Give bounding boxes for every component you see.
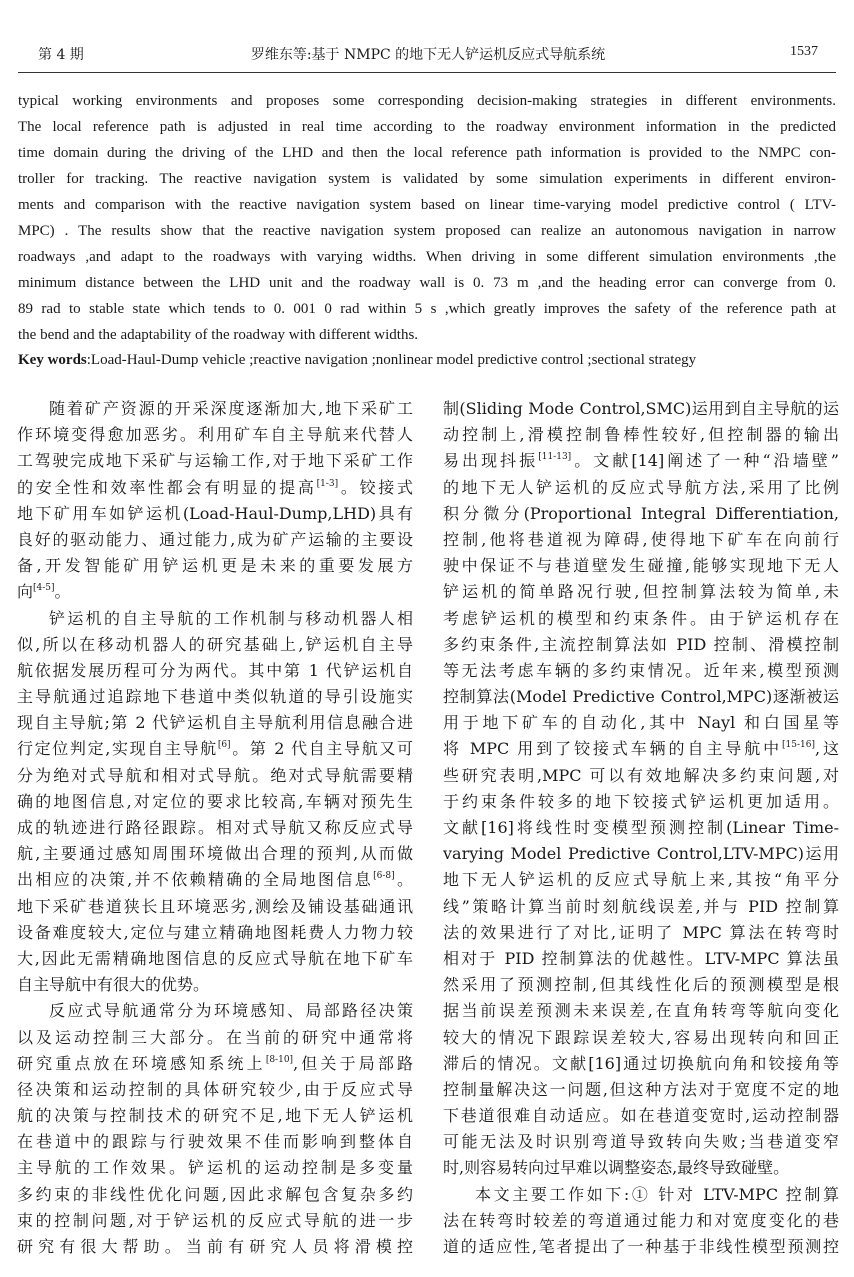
text-segment: 航的决策与控制技术的研究不足,地下无人铲运机 — [17, 1106, 413, 1126]
text-segment: 较大的情况下跟踪误差较大,容易出现转向和回正 — [443, 1027, 839, 1047]
text-segment: 研究有很大帮助。当前有研究人员将滑模控 — [17, 1237, 413, 1256]
keywords-label: Key words — [18, 352, 87, 368]
body-text-line — [17, 894, 413, 920]
body-text-line — [443, 606, 839, 632]
text-segment: 反应式导航通常分为环境感知、局部路径决策 — [49, 1001, 413, 1021]
text-segment: 似,所以在移动机器人的研究基础上,铲运机自主导 — [17, 634, 413, 654]
citation-reference[interactable]: [11-13] — [538, 452, 572, 463]
text-segment: 束的控制问题,对于铲运机的反应式导航的进一步 — [17, 1210, 413, 1230]
text-segment: 些研究表明,MPC 可以有效地解决多约束问题,对 — [443, 765, 839, 785]
body-text-line — [17, 710, 413, 736]
body-text-line — [17, 841, 413, 867]
body-text-line — [17, 815, 413, 841]
citation-reference[interactable]: [6] — [217, 740, 231, 751]
body-text-line — [17, 1077, 413, 1103]
body-text-line — [443, 841, 839, 867]
text-segment: 相对于 PID 控制算法的优越性。LTV-MPC 算法虽 — [443, 948, 839, 968]
body-text-line — [443, 1077, 839, 1103]
body-text-line — [17, 867, 413, 893]
text-segment: 行定位判定,实现自主导航 — [17, 739, 218, 759]
body-text-line — [443, 448, 839, 474]
body-text-line — [443, 736, 839, 762]
text-segment: 控制量解决这一问题,但这种方法对于宽度不定的地 — [443, 1079, 839, 1099]
text-segment: 航,主要通过感知周围环境做出合理的预判,从而做 — [17, 844, 413, 864]
body-text-line — [443, 684, 839, 710]
text-segment: 用于地下矿车的自动化,其中 Nayl 和白国星等 — [443, 713, 839, 733]
text-segment: 等无法考虑车辆的多约束情况。近年来,模型预测 — [443, 660, 839, 680]
body-text-line — [17, 606, 413, 632]
body-text-line — [443, 632, 839, 658]
body-text-line — [443, 553, 839, 579]
body-text-line — [443, 1025, 839, 1051]
abstract-line: MPC) . The results show that the reactive navigation system proposed can realize an autonomous navigation in narrow — [18, 223, 836, 239]
body-text-line — [17, 972, 413, 998]
text-segment: 据当前误差预测未来误差,在直角转弯等航向变化 — [443, 1001, 839, 1021]
body-text-line — [443, 710, 839, 736]
citation-reference[interactable]: [8-10] — [265, 1054, 294, 1065]
body-text-line — [17, 920, 413, 946]
text-segment: 大,因此无需精确地图信息的反应式导航在地下矿车 — [17, 948, 413, 968]
body-text-line — [17, 1025, 413, 1051]
body-text-line — [17, 1208, 413, 1234]
text-segment: 控制,他将巷道视为障碍,使得地下矿车在向前行 — [443, 529, 839, 549]
text-segment: 文献[16]将线性时变模型预测控制(Linear Time- — [443, 818, 839, 837]
text-segment: 滞后的情况。文献[16]通过切换航向角和铰接角等 — [443, 1053, 839, 1073]
text-segment: varying Model Predictive Control,LTV-MPC)运用 — [443, 844, 839, 864]
text-segment: 多约束条件,主流控制算法如 PID 控制、滑模控制 — [443, 634, 839, 654]
body-text-line — [17, 553, 413, 579]
body-text-line — [443, 396, 839, 422]
body-text-line — [443, 658, 839, 684]
text-segment: 自主导航中有很大的优势。 — [17, 975, 210, 995]
text-segment: 向 — [17, 582, 34, 602]
body-text-line — [443, 867, 839, 893]
body-text-line — [443, 527, 839, 553]
body-text-line — [17, 422, 413, 448]
english-abstract — [18, 88, 836, 348]
text-segment: 现自主导航;第 2 代铲运机自主导航利用信息融合进 — [17, 713, 413, 733]
text-segment: 。第 2 代自主导航又可 — [230, 739, 413, 759]
running-title: 罗维东等:基于 NMPC 的地下无人铲运机反应式导航系统 — [250, 47, 606, 63]
text-segment: 主导航通过追踪地下巷道中类似轨道的导引设施实 — [17, 687, 413, 707]
body-text-line — [17, 632, 413, 658]
text-segment: 道的适应性,笔者提出了一种基于非线性模型预测控 — [443, 1237, 839, 1256]
body-text-line — [17, 501, 413, 527]
body-text-line — [443, 815, 839, 841]
body-text-line — [443, 894, 839, 920]
body-text-line — [443, 501, 839, 527]
body-text-line — [17, 1182, 413, 1208]
body-text-line — [17, 1103, 413, 1129]
body-text-line — [443, 789, 839, 815]
text-segment: 法的效果进行了对比,证明了 MPC 算法在转弯时 — [443, 922, 839, 942]
abstract-line: minimum distance between the LHD unit and the roadway wall is 0. 73 m ,and the heading error can converge from 0. — [18, 275, 836, 291]
body-text-line — [17, 1129, 413, 1155]
text-segment: 随着矿产资源的开采深度逐渐加大,地下采矿工 — [49, 399, 413, 418]
text-segment: 驶中保证不与巷道壁发生碰撞,能够实现地下无人 — [443, 556, 839, 576]
page-number: 1537 — [790, 44, 818, 59]
right-column — [443, 396, 839, 1260]
abstract-line: ments and comparison with the reactive navigation system based on linear time-varying model predictive control ( LTV- — [18, 197, 836, 213]
abstract-line: time domain during the driving of the LHD and then the local reference path information is provided to the NMPC con- — [18, 145, 836, 161]
body-text-line — [443, 1234, 839, 1260]
body-text-line — [17, 475, 413, 501]
body-text-line — [17, 763, 413, 789]
text-segment: 制(Sliding Mode Control,SMC)运用到自主导航的运 — [443, 399, 839, 418]
text-segment: 地下矿用车如铲运机(Load-Haul-Dump,LHD)具有 — [17, 503, 413, 523]
body-text-line — [17, 789, 413, 815]
citation-reference[interactable]: [1-3] — [316, 478, 339, 489]
running-header — [38, 40, 818, 66]
text-segment: 主导航的工作效果。铲运机的运动控制是多变量 — [17, 1158, 413, 1178]
text-segment: 然采用了预测控制,但其线性化后的预测模型是根 — [443, 975, 839, 995]
body-text-line — [443, 1129, 839, 1155]
keywords — [18, 347, 836, 373]
text-segment: 备,开发智能矿用铲运机更是未来的重要发展方 — [17, 556, 413, 576]
text-segment: ,但关于局部路 — [293, 1053, 413, 1073]
text-segment: 地下采矿巷道狭长且环境恶劣,测绘及铺设基础通讯 — [17, 896, 413, 916]
citation-reference[interactable]: [6-8] — [373, 871, 395, 882]
text-segment: 线”策略计算当前时刻航线误差,并与 PID 控制算 — [443, 896, 839, 916]
body-text-line — [443, 579, 839, 605]
text-segment: 本文主要工作如下:① 针对 LTV-MPC 控制算 — [475, 1184, 839, 1204]
body-text-line — [443, 422, 839, 448]
text-segment: 。 — [394, 870, 413, 890]
text-segment: 作环境变得愈加恶劣。利用矿车自主导航来代替人 — [17, 425, 413, 445]
citation-reference[interactable]: [15-16] — [782, 740, 815, 751]
body-text-line — [17, 579, 413, 605]
abstract-line: 89 rad to stable state which tends to 0. 001 0 rad within 5 s ,which greatly improves the safety of the reference path at — [18, 301, 836, 317]
text-segment: 法在转弯时较差的弯道通过能力和对宽度变化的巷 — [443, 1210, 839, 1230]
text-segment: 在巷道中的跟踪与行驶效果不佳而影响到整体自 — [17, 1132, 413, 1152]
abstract-line: typical working environments and proposes some corresponding decision-making strategies in different environments. — [18, 93, 836, 109]
text-segment: 研究重点放在环境感知系统上 — [17, 1053, 266, 1073]
body-text-line — [443, 1155, 839, 1181]
text-segment: 可能无法及时识别弯道导致转向失败;当巷道变窄 — [443, 1132, 839, 1152]
abstract-line: The local reference path is adjusted in real time according to the roadway environment information in the predicted — [18, 119, 836, 135]
header-rule — [18, 72, 836, 73]
text-segment: 于约束条件较多的地下铰接式铲运机更加适用。 — [443, 791, 839, 811]
issue-number: 第 4 期 — [38, 47, 84, 63]
text-segment: 积分微分(Proportional Integral Differentiation, — [443, 503, 839, 523]
body-text-line — [443, 1103, 839, 1129]
text-segment: ,这 — [814, 739, 839, 759]
text-segment: 确的地图信息,对定位的要求比较高,车辆对预先生 — [17, 791, 413, 811]
text-segment: 成的轨迹进行路径跟踪。相对式导航又称反应式导 — [17, 818, 413, 837]
body-text-line — [17, 396, 413, 422]
body-text-line — [443, 920, 839, 946]
text-segment: 。 — [54, 582, 71, 602]
text-segment: 工驾驶完成地下采矿与运输工作,对于地下采矿工作 — [17, 451, 413, 471]
body-text-line — [17, 684, 413, 710]
body-text-line — [443, 972, 839, 998]
abstract-line: roadways ,and adapt to the roadways with varying widths. When driving in some different simulation environments ,the — [18, 249, 836, 265]
text-segment: 将 MPC 用到了铰接式车辆的自主导航中 — [443, 739, 783, 759]
text-segment: 铲运机的简单路况行驶,但控制算法较为简单,未 — [443, 582, 839, 602]
body-text-line — [17, 998, 413, 1024]
text-segment: 控制算法(Model Predictive Control,MPC)逐渐被运 — [443, 687, 839, 707]
body-text-line — [443, 763, 839, 789]
text-segment: 时,则容易转向过早难以调整姿态,最终导致碰壁。 — [443, 1158, 790, 1178]
body-text-line — [443, 998, 839, 1024]
body-text-line — [443, 1051, 839, 1077]
citation-reference[interactable]: [4-5] — [33, 583, 55, 594]
text-segment: 设备难度较大,定位与建立精确地图耗费人力物力较 — [17, 922, 413, 942]
body-text-line — [443, 946, 839, 972]
abstract-line: troller for tracking. The reactive navigation system is validated by some simulation experiments in different environ- — [18, 171, 836, 187]
text-segment: 下巷道很难自动适应。如在巷道变宽时,运动控制器 — [443, 1106, 839, 1126]
text-segment: 出相应的决策,并不依赖精确的全局地图信息 — [17, 870, 374, 890]
text-segment: 动控制上,滑模控制鲁棒性较好,但控制器的输出 — [443, 425, 839, 445]
body-text-line — [443, 475, 839, 501]
text-segment: 航依据发展历程可分为两代。其中第 1 代铲运机自 — [17, 660, 413, 680]
body-text-line — [17, 1051, 413, 1077]
text-segment: 地下无人铲运机的反应式导航上来,其按“角平分 — [443, 870, 839, 890]
abstract-line: the bend and the adaptability of the roadway with different widths. — [18, 327, 419, 343]
keywords-text: :Load-Haul-Dump vehicle ;reactive navigation ;nonlinear model predictive control ;sectional strategy — [86, 352, 697, 368]
text-segment: 。文献[14]阐述了一种“沿墙壁” — [571, 451, 839, 471]
body-text-line — [17, 658, 413, 684]
text-segment: 良好的驱动能力、通过能力,成为矿产运输的主要设 — [17, 529, 413, 549]
body-text-line — [17, 946, 413, 972]
text-segment: 。铰接式 — [338, 477, 413, 497]
text-segment: 多约束的非线性优化问题,因此求解包含复杂多约 — [17, 1184, 413, 1204]
body-text-line — [17, 448, 413, 474]
body-text-line — [17, 527, 413, 553]
text-segment: 铲运机的自主导航的工作机制与移动机器人相 — [49, 608, 413, 628]
body-text-line — [443, 1182, 839, 1208]
body-text-line — [443, 1208, 839, 1234]
text-segment: 考虑铲运机的模型和约束条件。由于铲运机存在 — [443, 608, 839, 628]
text-segment: 的地下无人铲运机的反应式导航方法,采用了比例 — [443, 477, 839, 497]
body-text-line — [17, 736, 413, 762]
text-segment: 以及运动控制三大部分。在当前的研究中通常将 — [17, 1027, 413, 1047]
text-segment: 径决策和运动控制的具体研究较少,由于反应式导 — [17, 1079, 413, 1099]
text-segment: 的安全性和效率性都会有明显的提高 — [17, 477, 317, 497]
text-segment: 易出现抖振 — [443, 451, 539, 471]
left-column — [17, 396, 413, 1260]
text-segment: 分为绝对式导航和相对式导航。绝对式导航需要精 — [17, 765, 413, 785]
body-text-line — [17, 1155, 413, 1181]
body-text-line — [17, 1234, 413, 1260]
